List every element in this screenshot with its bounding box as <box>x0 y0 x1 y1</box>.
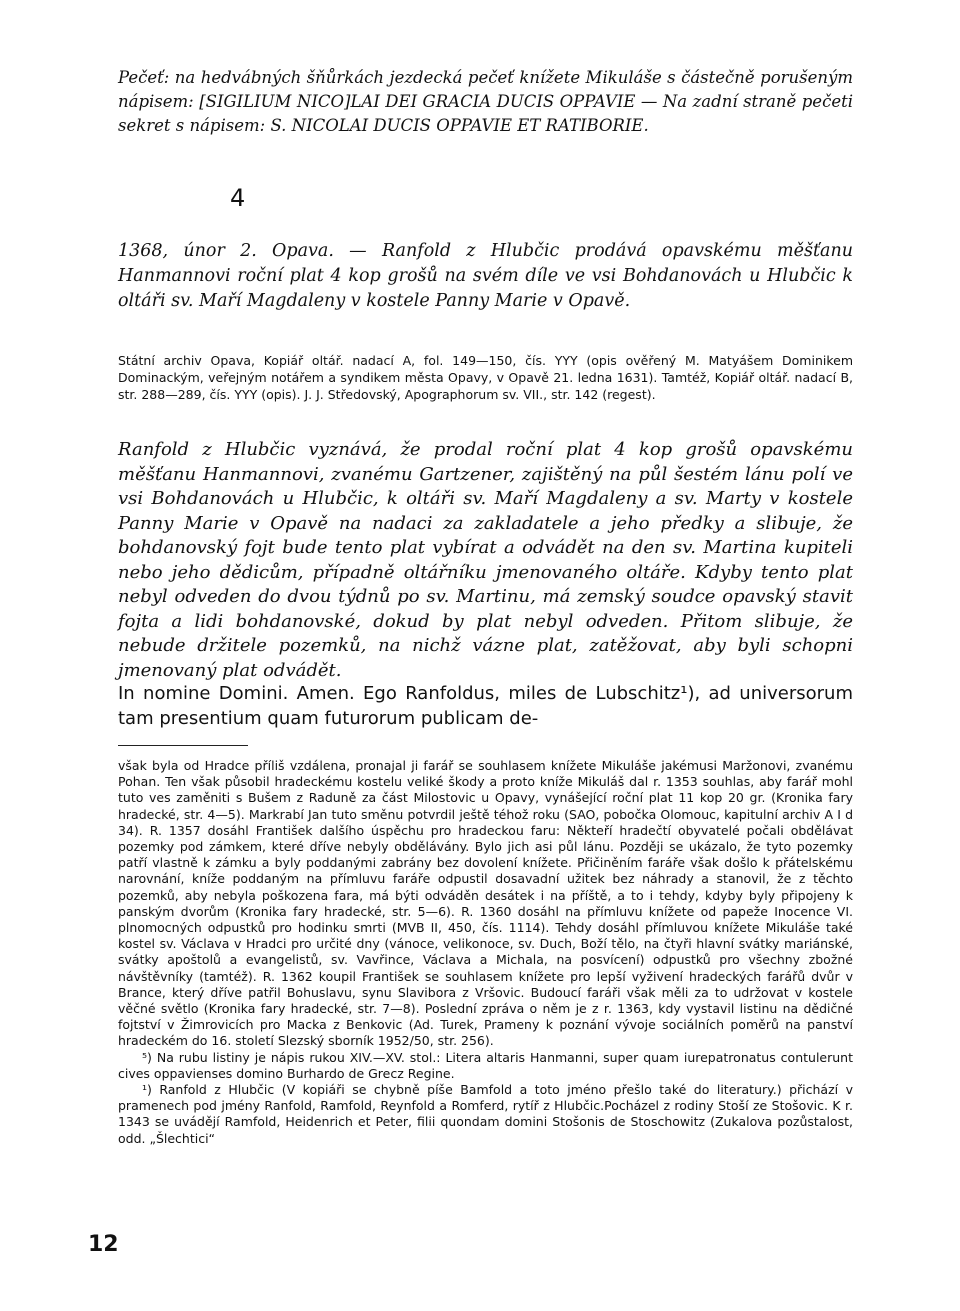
summary-text: Ranfold z Hlubčic vyznává, že prodal roční plat 4 kop grošů opavskému měšťanu Hanmannovi, zvanému Gartzener, zajištěný na půl šestém lánu polí ve vsi Bohdanovách u Hlubčic, k oltáři sv. Maří Magdaleny a sv. Marty v kostele Panny Marie v Opavě na nadaci za zakladatele a jeho předky a slibuje, že bohdanovský fojt bude tento plat vybírat a odvádět na den sv. Martina kupiteli nebo jeho dědicům, případně oltářníku jmenovaného oltáře. Kdyby tento plat nebyl odveden do dvou týdnů po sv. Martinu, má zemský soudce opavský stavit fojta a lidi bohdanovské, dokud by plat nebyl odveden. Přitom slibuje, že nebude držitele pozemků, na nichž vázne plat, zatěžovat, aby byli schopni jmenovaný plat odvádět. <box>118 439 853 681</box>
document-number: 4 <box>230 184 246 212</box>
summary <box>118 438 853 683</box>
footnotes <box>118 758 853 1147</box>
footnote-continuation: však byla od Hradce příliš vzdálena, pronajal ji farář se souhlasem knížete Mikuláše jakémusi Maržonovi, zvanému Pohan. Ten však působil hradeckému kostelu veliké škody a proto kníže Mikuláš dal r. 1353 souhlas, aby farář mohl tuto ves zaměniti s Bušem z Raduně za část Milostovic u Opavy, vynášející roční plat 11 kop 20 gr. (Kronika fary hradecké, str. 4—5). Markrabí Jan tuto směnu potvrdil ještě téhož roku (SAO, pobočka Olomouc, kapitulní archiv A I d 34). R. 1357 dosáhl František dalšího úspěchu pro hradeckou faru: Někteří hradečtí obyvatelé počali obdělávat pozemky pod zámkem, které dříve nebyly obdělávány. Bylo jich asi půl lánu. Později se ukázalo, že tyto pozemky patří vlastně k zámku a byly poddanými zabrány bez dovolení knížete. Přičiněním faráře však došlo k přátelskému narovnání, kníže poddaným na přímluvu faráře odpustil dosavadní užitek bez náhrady a stanovil, že z těchto pozemků, aby nebyla poškozena fara, má býti odváděn desátek i na příště, a to i tehdy, kdyby byly připojeny k panským dvorům (Kronika fary hradecké, str. 5—6). R. 1360 dosáhl na přímluvu knížete od papeže Inocence VI. plnomocných odpustků pro hodinku smrti (MVB II, 450, čís. 1114). Tehdy dosáhl přímluvou knížete Mikuláše také kostel sv. Václava v Hradci pro určité dny (vánoce, velikonoce, sv. Duch, Boží tělo, na čtyři hlavní svátky mariánské, svátky apoštolů a evangelistů, sv. Vavřince, Václava a Michala, na posvícení) odpustků pro všechny zbožné návštěvníky (tamtéž). R. 1362 koupil František se souhlasem knížete pro lepší vyživení hradeckých farářů dvůr v Brance, který dříve patřil Bohuslavu, synu Slavibora z Vršovic. Budoucí faráři však měli za to udržovat v kostele věčné světlo (Kronika fary hradecké, str. 7—8). Poslední zpráva o něm je z r. 1363, kdy vystavil listinu na dědičné fojtství v Žimrovicích pro Macka z Benkovic (Ad. Turek, Prameny k poznání vývoje sociálních poměrů na panství hradeckém do 16. století Slezský sborník 1952/50, str. 256). <box>118 758 853 1049</box>
latin-text-body: In nomine Domini. Amen. Ego Ranfoldus, miles de Lubschitz¹), ad universorum tam presentium quam futurorum publicam de- <box>118 683 853 729</box>
page-number: 12 <box>88 1232 119 1257</box>
footnote-5: ⁵) Na rubu listiny je nápis rukou XIV.—XV. stol.: Litera altaris Hanmanni, super quam iurepatronatus contulerunt cives oppavienses domino Burhardo de Grecz Regine. <box>118 1049 853 1081</box>
seal-text: Pečeť: na hedvábných šňůrkách jezdecká pečeť knížete Mikuláše s částečně porušeným nápisem: [SIGILIUM NICO]LAI DEI GRACIA DUCIS OPPAVIE — Na zadní straně pečeti sekret s nápisem: S. NICOLAI DUCIS OPPAVIE ET RATIBORIE. <box>118 68 853 135</box>
latin-text <box>118 681 853 731</box>
source-note-text: Státní archiv Opava, Kopiář oltář. nadací A, fol. 149—150, čís. YYY (opis ověřený M. Matyášem Dominikem Dominackým, veřejným notářem a syndikem města Opavy, v Opavě 21. ledna 1631). Tamtéž, Kopiář oltář. nadací B, str. 288—289, čís. YYY (opis). J. J. Středovský, Apographorum sv. VII., str. 142 (regest). <box>118 353 853 402</box>
footnote-1: ¹) Ranfold z Hlubčic (V kopiáři se chybně píše Bamfold a toto jméno přešlo také do literatury.) přichází v pramenech pod jmény Ranfold, Ramfold, Reynfold a Romferd, rytíř z Hlubčic.Pocházel z rodiny Stoší ze Stošovic. K r. 1343 se uvádějí Ramfold, Heidenrich et Peter, filii quondam domini Stošonis de Stoschowitz (Zukalova pozůstalost, odd. „Šlechtici“ <box>118 1082 853 1146</box>
seal-description <box>118 66 853 138</box>
source-note <box>118 352 853 403</box>
regest <box>118 239 853 314</box>
regest-text: 1368, únor 2. Opava. — Ranfold z Hlubčic prodává opavskému měšťanu Hanmannovi roční plat 4 kop grošů na svém díle ve vsi Bohdanovách u Hlubčic k oltáři sv. Maří Magdaleny v kostele Panny Marie v Opavě. <box>118 241 853 311</box>
footnote-divider <box>118 745 248 746</box>
